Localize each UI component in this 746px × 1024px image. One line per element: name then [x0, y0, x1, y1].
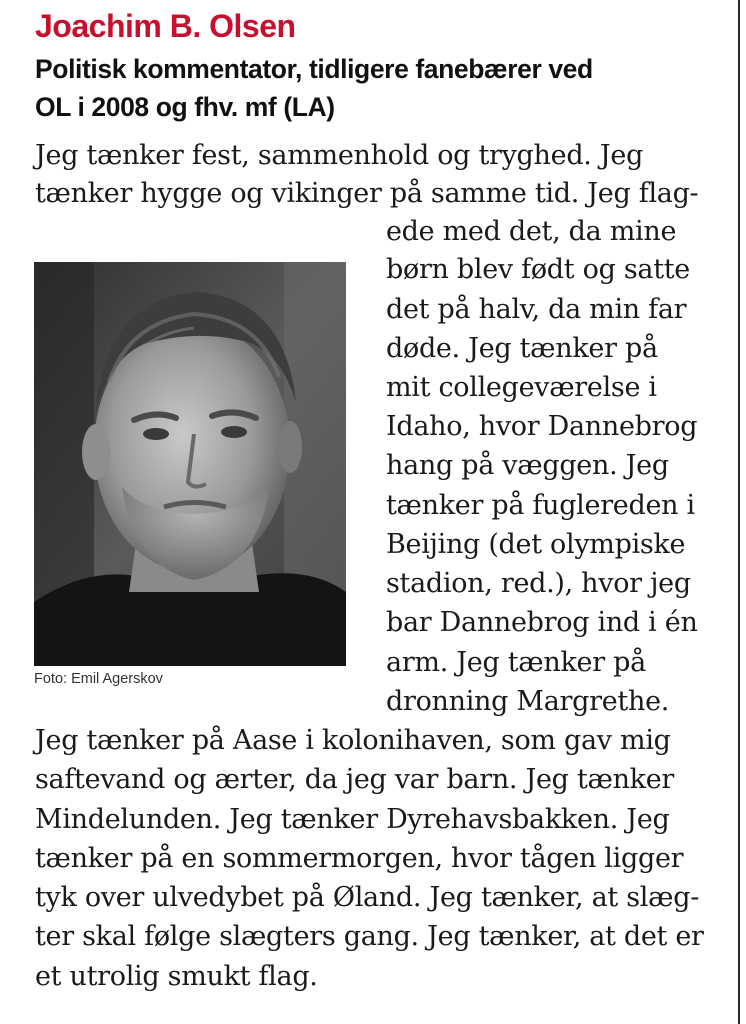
body-line: børn blev født og satte — [386, 254, 690, 285]
body-line: mit collegeværelse i — [386, 372, 657, 403]
column-divider — [738, 0, 740, 1024]
body-line: døde. Jeg tænker på — [386, 333, 658, 364]
body-line: Jeg tænker på Aase i kolonihaven, som gav mig — [35, 725, 671, 756]
body-line: tænker på fuglereden i — [386, 490, 695, 521]
body-line: tyk over ulvedybet på Øland. Jeg tænker, at slæg- — [35, 882, 700, 913]
body-line: Beijing (det olympiske — [386, 529, 686, 560]
body-line: saftevand og ærter, da jeg var barn. Jeg tænker — [35, 764, 675, 795]
body-line: Jeg tænker fest, sammenhold og tryghed. Jeg — [35, 140, 644, 171]
body-line: stadion, red.), hvor jeg — [386, 568, 691, 599]
photo-caption: Foto: Emil Agerskov — [34, 671, 163, 687]
body-line: tænker på en sommermorgen, hvor tågen ligger — [35, 843, 684, 874]
author-title-line-2: OL i 2008 og fhv. mf (LA) — [35, 92, 335, 122]
body-line: Mindelunden. Jeg tænker Dyrehavsbakken. Jeg — [35, 804, 670, 835]
body-line: tænker hygge og vikinger på samme tid. Jeg flag- — [35, 178, 699, 209]
portrait-photo — [34, 262, 346, 666]
body-line: ter skal følge slægters gang. Jeg tænker, at det er — [35, 921, 704, 952]
body-line: ede med det, da mine — [386, 216, 677, 247]
author-title-line-1: Politisk kommentator, tidligere fanebærer ved — [35, 54, 593, 84]
body-line: det på halv, da min far — [386, 294, 687, 325]
body-line: Idaho, hvor Dannebrog — [386, 411, 698, 442]
body-line: bar Dannebrog ind i én — [386, 607, 698, 638]
body-line: dronning Margrethe. — [386, 686, 670, 717]
body-line: arm. Jeg tænker på — [386, 647, 646, 678]
body-line: et utrolig smukt flag. — [35, 961, 318, 992]
author-name: Joachim B. Olsen — [35, 8, 296, 44]
body-line: hang på væggen. Jeg — [386, 450, 669, 481]
